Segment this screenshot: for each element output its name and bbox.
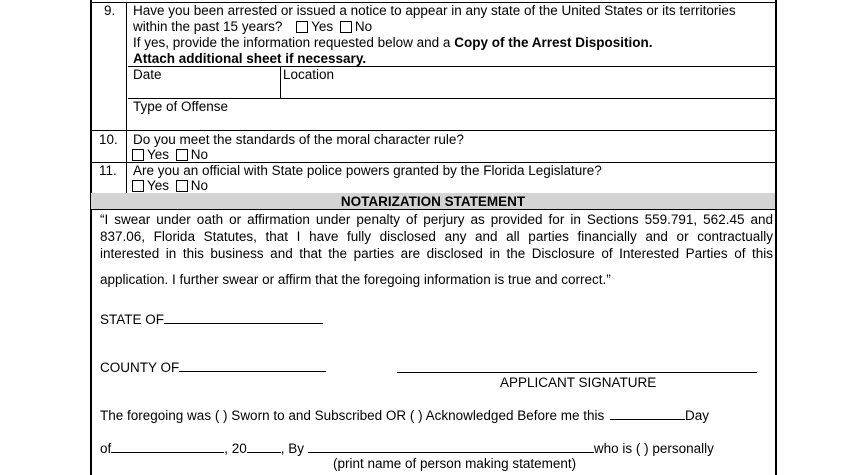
q9-location-field[interactable]	[281, 83, 775, 97]
q11-question: Are you an official with State police powers granted by the Florida Legislature?	[133, 163, 602, 178]
q11-no-checkbox[interactable]	[176, 180, 188, 192]
rule-heading-bottom	[90, 209, 777, 210]
q9-location-label: Location	[283, 67, 335, 82]
q9-date-label: Date	[133, 67, 162, 82]
who-is-text: who is ( ) personally	[593, 441, 714, 456]
rule-date-row-top	[128, 66, 775, 67]
by-label: , By	[280, 441, 305, 456]
q11-no-label: No	[190, 178, 209, 193]
q9-question-line1: Have you been arrested or issued a notice to appear in any state of the United States or its territories	[133, 3, 736, 18]
q9-question-line2	[133, 19, 372, 34]
q9-question-text: within the past 15 years?	[133, 19, 283, 34]
notarization-heading: NOTARIZATION STATEMENT	[340, 194, 526, 209]
applicant-signature-label: APPLICANT SIGNATURE	[500, 375, 657, 390]
q9-no-checkbox[interactable]	[340, 21, 352, 33]
state-of-row	[100, 311, 323, 327]
q9-offense-label: Type of Offense	[133, 99, 229, 114]
q10-yes-checkbox[interactable]	[132, 149, 144, 161]
county-of-row	[100, 359, 326, 375]
print-name-field[interactable]	[308, 440, 594, 453]
q10-yes-label: Yes	[147, 147, 170, 162]
year-prefix: , 20	[224, 441, 247, 456]
of-row	[100, 440, 714, 456]
q10-question: Do you meet the standards of the moral character rule?	[133, 132, 464, 147]
q10-answers	[129, 147, 208, 162]
q11-number: 11.	[99, 163, 117, 178]
q11-yes-label: Yes	[147, 178, 170, 193]
q10-number: 10.	[99, 132, 118, 147]
county-of-label: COUNTY OF	[100, 360, 180, 375]
county-of-field[interactable]	[179, 359, 326, 372]
foregoing-row	[100, 407, 709, 423]
q9-no-label: No	[354, 19, 373, 34]
applicant-signature-line[interactable]	[397, 372, 757, 373]
statement-line3: interested in this business and that the parties are disclosed in the Disclosure of Interested Parties of this	[100, 246, 773, 261]
of-label: of	[100, 441, 112, 456]
day-field[interactable]	[610, 407, 685, 420]
year-field[interactable]	[247, 440, 281, 453]
print-name-note: (print name of person making statement)	[333, 456, 577, 471]
q9-instruction-line	[133, 35, 652, 50]
day-label: Day	[685, 408, 710, 423]
statement-line4: application. I further swear or affirm that the foregoing information is true and correct.”	[100, 272, 611, 287]
statement-line2: 837.06, Florida Statutes, that I have fully disclosed any and all parties financially and or contractually	[100, 229, 773, 244]
q10-no-checkbox[interactable]	[176, 149, 188, 161]
q10-no-label: No	[190, 147, 209, 162]
q9-instruction-bold: Copy of the Arrest Disposition.	[454, 35, 653, 50]
number-column-divider	[126, 2, 127, 193]
q9-yes-label: Yes	[311, 19, 334, 34]
q9-number: 9.	[104, 3, 116, 18]
q9-date-field[interactable]	[128, 83, 278, 97]
q11-yes-checkbox[interactable]	[132, 180, 144, 192]
q9-attach-note: Attach additional sheet if necessary.	[133, 51, 367, 66]
state-of-field[interactable]	[164, 311, 323, 324]
foregoing-text: The foregoing was ( ) Sworn to and Subscribed OR ( ) Acknowledged Before me this	[100, 408, 605, 423]
q9-offense-field[interactable]	[240, 100, 775, 128]
q9-yes-checkbox[interactable]	[296, 21, 308, 33]
rule-q9-bottom	[90, 130, 777, 131]
q9-instruction-text: If yes, provide the information requested below and a	[133, 35, 455, 50]
month-field[interactable]	[111, 440, 224, 453]
q11-answers	[129, 178, 208, 193]
statement-line1: “I swear under oath or affirmation under penalty of perjury as provided for in Sections 559.791, 562.45 and	[100, 212, 773, 227]
state-of-label: STATE OF	[100, 312, 164, 327]
